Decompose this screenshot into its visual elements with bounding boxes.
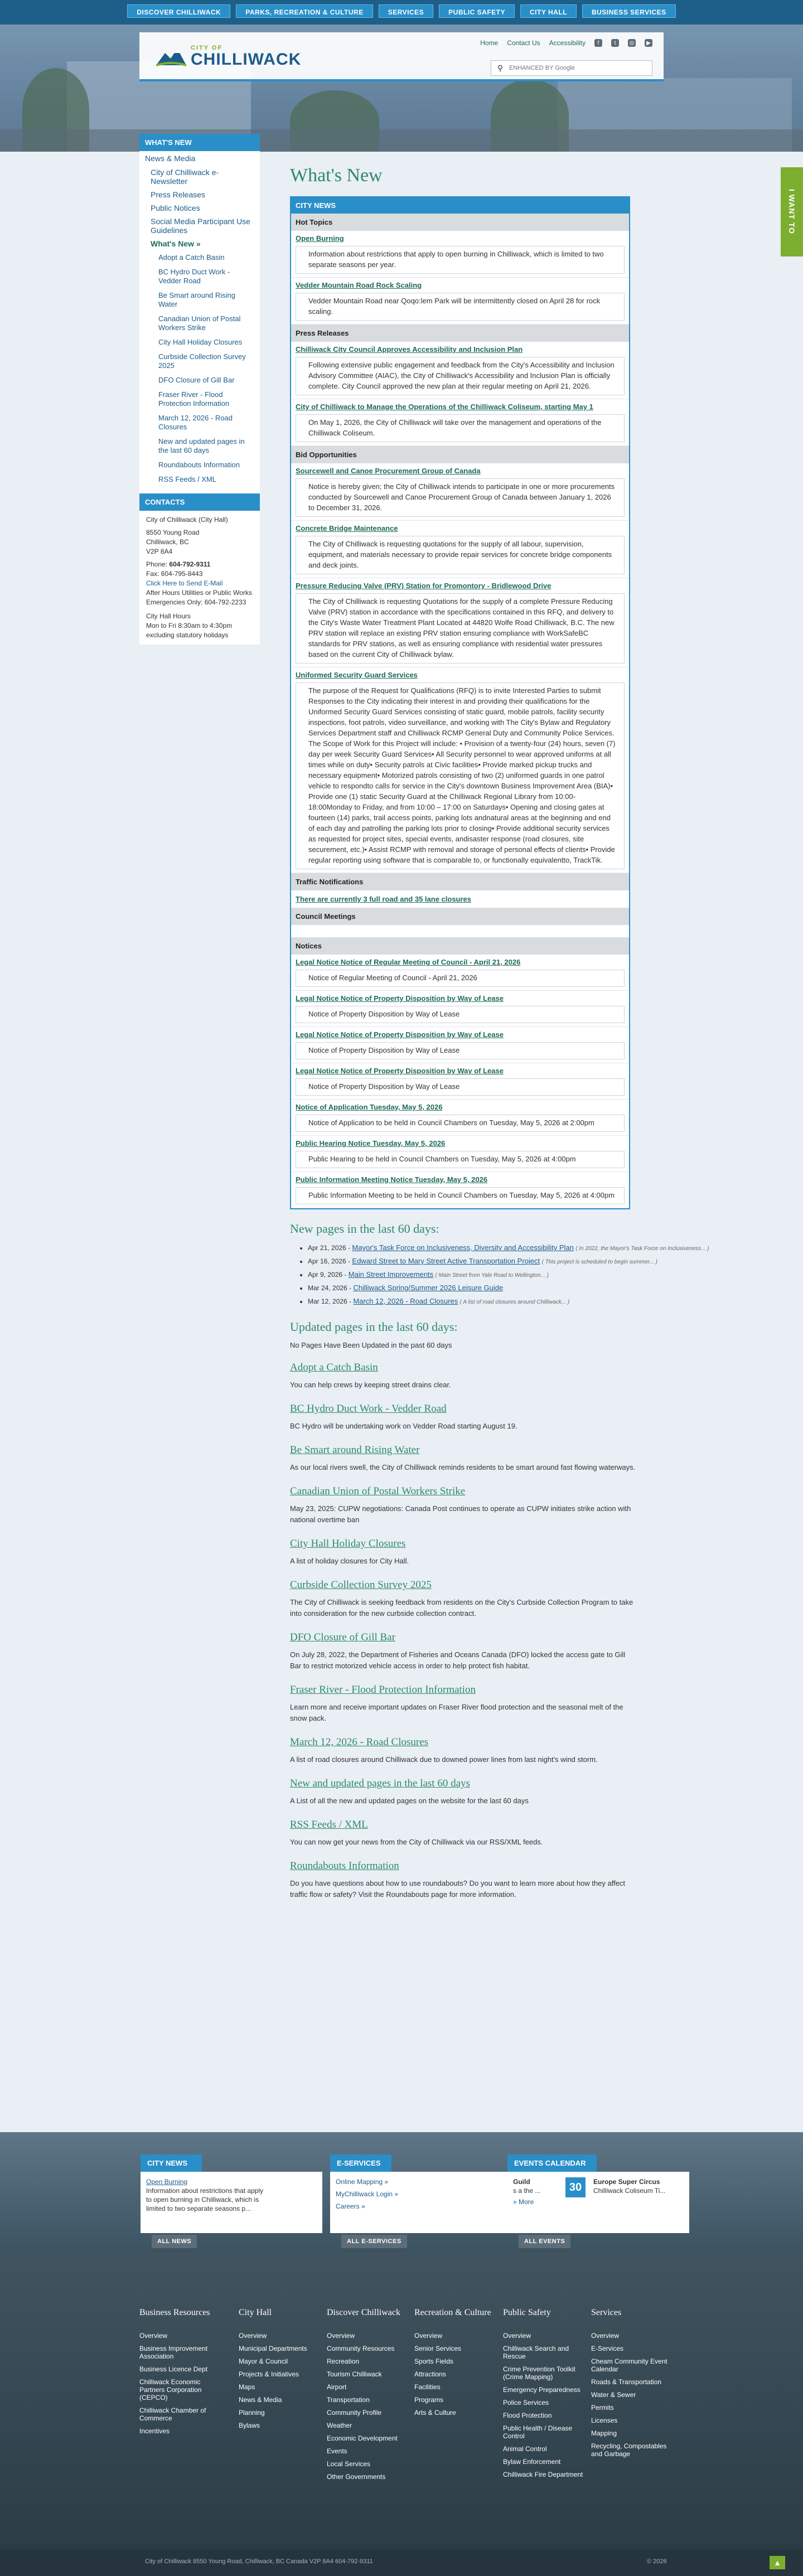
footer-link[interactable]: Overview	[139, 2332, 168, 2340]
footer-link[interactable]: Business Improvement Association	[139, 2345, 208, 2360]
footer-column	[414, 2307, 498, 2422]
news-section-heading: Bid Opportunities	[291, 446, 629, 463]
footer-column-heading: Recreation & Culture	[414, 2308, 491, 2317]
contact-link[interactable]: Contact Us	[507, 39, 540, 47]
topic-link[interactable]: RSS Feeds / XML	[290, 1819, 368, 1831]
topic-block	[290, 1631, 792, 1672]
topic-block	[290, 1684, 792, 1724]
news-item-summary: Notice of Regular Meeting of Council - April 21, 2026	[296, 970, 625, 987]
topic-summary: Learn more and receive important updates on Fraser River flood protection and the seasonal melt of the snow pack.	[290, 1703, 623, 1722]
topic-link[interactable]: City Hall Holiday Closures	[290, 1538, 406, 1550]
topic-link[interactable]: Fraser River - Flood Protection Information	[290, 1684, 476, 1696]
news-item	[291, 991, 629, 1027]
footer-feature-strip	[0, 2132, 803, 2251]
topic-block	[290, 1538, 792, 1567]
topic-link[interactable]: Curbside Collection Survey 2025	[290, 1579, 432, 1591]
online-mapping-link[interactable]: Online Mapping »	[336, 2178, 389, 2186]
updated-pages-text: No Pages Have Been Updated in the past 60 days	[290, 1341, 452, 1349]
news-item-link[interactable]: Vedder Mountain Road Rock Scaling	[296, 281, 422, 289]
footer-link[interactable]: Overview	[327, 2332, 355, 2340]
e-services-card	[330, 2154, 512, 2249]
mountain-logo-icon	[156, 45, 186, 67]
footer-link[interactable]: Chilliwack Economic Partners Corporation (CEPCO)	[139, 2378, 202, 2401]
news-item	[291, 399, 629, 446]
news-item-link[interactable]: City of Chilliwack to Manage the Operations of the Chilliwack Coliseum, starting May 1	[296, 403, 593, 411]
hours-title: City Hall Hours	[146, 612, 191, 620]
news-item	[291, 955, 629, 991]
footer-link[interactable]: Chilliwack Fire Department	[503, 2471, 583, 2478]
e-services-card-heading: E-SERVICES	[330, 2154, 391, 2172]
news-section-heading: Notices	[291, 937, 629, 955]
footer-link[interactable]: E-Services	[591, 2345, 624, 2352]
topic-link[interactable]: Roundabouts Information	[290, 1860, 399, 1872]
footer-bottom	[0, 2549, 803, 2576]
news-section-heading: Council Meetings	[291, 908, 629, 925]
topnav-item[interactable]: CITY HALL	[520, 4, 577, 18]
news-item-summary: Notice of Property Disposition by Way of Lease	[296, 1078, 625, 1096]
updated-pages-heading: Updated pages in the last 60 days:	[290, 1320, 458, 1334]
new-page-item	[308, 1270, 792, 1281]
utility-links	[480, 39, 652, 47]
footer-link[interactable]: Facilities	[414, 2383, 441, 2391]
footer-link[interactable]: Roads & Transportation	[591, 2378, 662, 2386]
sidebar-item[interactable]: BC Hydro Duct Work - Vedder Road	[158, 268, 230, 285]
footer-link[interactable]: Events	[327, 2447, 347, 2455]
footer-link[interactable]: Attractions	[414, 2370, 446, 2378]
footer-link[interactable]: Overview	[591, 2332, 620, 2340]
sidebar-item[interactable]: Roundabouts Information	[158, 461, 240, 469]
topic-summary: You can help crews by keeping street drains clear.	[290, 1381, 451, 1389]
city-news-box	[290, 196, 630, 1209]
topic-summary: The City of Chilliwack is seeking feedback from residents on the City's Curbside Collection Program to take into consideration for the new curbside collection contract.	[290, 1598, 633, 1618]
news-item	[291, 667, 629, 873]
footer-address: City of Chilliwack 8550 Young Road, Chilliwack, BC Canada V2P 8A4 604-792-9311	[145, 2558, 373, 2565]
footer-link[interactable]: Flood Protection	[503, 2412, 552, 2419]
news-item	[291, 578, 629, 667]
footer-copyright: © 2026	[647, 2558, 667, 2565]
footer-link[interactable]: Recycling, Compostables and Garbage	[591, 2442, 667, 2458]
new-page-item	[308, 1283, 792, 1294]
news-item	[291, 278, 629, 325]
news-item	[291, 463, 629, 521]
sidebar-item[interactable]: Fraser River - Flood Protection Information	[158, 390, 230, 408]
sidebar-item[interactable]: Press Releases	[151, 190, 206, 199]
contact-fax: Fax: 604-795-8443	[146, 570, 203, 578]
all-news-button[interactable]: ALL NEWS	[152, 2235, 197, 2248]
facebook-icon[interactable]: f	[594, 39, 602, 47]
news-item-summary: Public Information Meeting to be held in Council Chambers on Tuesday, May 5, 2026 at 4:00pm	[296, 1187, 625, 1204]
new-page-item	[308, 1243, 792, 1254]
news-item	[291, 1172, 629, 1208]
topic-link[interactable]: Be Smart around Rising Water	[290, 1444, 420, 1456]
topic-summary: May 23, 2025: CUPW negotiations: Canada Post continues to operate as CUPW initiates strike action with national overtime ban	[290, 1504, 631, 1524]
footer-link[interactable]: Tourism Chilliwack	[327, 2370, 382, 2378]
footer-link[interactable]: Programs	[414, 2396, 444, 2404]
news-item-link[interactable]: Legal Notice Notice of Property Disposition by Way of Lease	[296, 1067, 504, 1075]
emergency-text: Emergencies Only: 604-792-2233	[146, 598, 246, 606]
search-box	[491, 60, 652, 76]
news-item-link[interactable]: Concrete Bridge Maintenance	[296, 524, 398, 532]
news-item-summary: The purpose of the Request for Qualifications (RFQ) is to invite Interested Parties to submit Responses to the City indicating their interest in and providing their qualifications for the Uniformed Security Guard Services consisting of static guard, mobile patrols, facility security inspections, foot patrols, video surveillance, and working with The City's Bylaw and Regulatory Services Department staff and Chilliwack RCMP General Duty and Community Police Services. The Scope of Work for this Project will include: • Provision of a twenty-four (24) hours, seven (7) day per week Security Guard Services• All Security personnel to wear approved uniforms at all times while on duty• Security patrols at Civic facilities• Provide marked pickup trucks and necessary equipment• Motorized patrols consisting of two (2) uniformed guards in one patrol vehicle to respondto calls for service in the City's downtown Business Improvement Area (BIA)• Provide one (1) static Security Guard at the Chilliwack Regional Library from 10:00-18:00Monday to Friday, and from 10:00 – 17:00 on Saturdays• Opening and closing gates at fourteen (14) parks, trail access points, parking lots andnatural areas at the beginning and end of each day and patrolling the parking lots prior to closing• Provide additional security services as requested for project sites, special events, andisaster response (road closures, site securement, etc.)• Assist RCMP with removal and storage of personal effects of clients• Provide regular reporting using software that is comparable to, or functionally equivalentto, TrackTik.	[296, 682, 625, 869]
hours-line: Mon to Fri 8:30am to 4:30pm	[146, 622, 233, 630]
back-to-top-icon[interactable]: ▲	[770, 2556, 785, 2569]
contacts-panel	[139, 493, 260, 645]
topic-block	[290, 1736, 792, 1765]
footer-link[interactable]: Bylaw Enforcement	[503, 2458, 561, 2466]
news-item-link[interactable]: Open Burning	[296, 234, 344, 243]
footer-link[interactable]: Recreation	[327, 2357, 360, 2365]
main-content	[290, 165, 792, 1900]
news-item-link[interactable]: Notice of Application Tuesday, May 5, 2026	[296, 1103, 443, 1111]
footer-link[interactable]: Crime Prevention Toolkit (Crime Mapping)	[503, 2365, 575, 2381]
footer-column-heading: Business Resources	[139, 2308, 210, 2317]
city-news-card-heading: CITY NEWS	[141, 2154, 202, 2172]
footer-link[interactable]: Police Services	[503, 2399, 549, 2406]
new-pages-list	[290, 1243, 792, 1308]
sidebar-item[interactable]: Be Smart around Rising Water	[158, 291, 236, 308]
new-page-desc: ( Main Street from Yale Road to Wellington... )	[435, 1272, 549, 1279]
topic-block	[290, 1778, 792, 1807]
new-page-item	[308, 1256, 792, 1267]
careers-link[interactable]: Careers »	[336, 2202, 365, 2210]
footer-link[interactable]: Public Health / Disease Control	[503, 2424, 573, 2440]
traffic-link[interactable]: There are currently 3 full road and 35 lane closures	[296, 895, 472, 903]
news-item	[291, 1063, 629, 1100]
news-item-link[interactable]: Legal Notice Notice of Regular Meeting of Council - April 21, 2026	[296, 958, 521, 966]
new-page-desc: ( A list of road closures around Chilliwack... )	[459, 1299, 570, 1305]
contact-phone	[146, 560, 253, 569]
footer-link[interactable]: Mapping	[591, 2429, 617, 2437]
new-page-item	[308, 1296, 792, 1308]
page-title: What's New	[290, 165, 383, 186]
sidebar	[139, 134, 260, 645]
hours-line: excluding statutory holidays	[146, 631, 229, 639]
new-page-link[interactable]: March 12, 2026 - Road Closures	[353, 1297, 458, 1305]
footer-link[interactable]: Projects & Initiatives	[239, 2370, 299, 2378]
new-page-date: Apr 21, 2026 -	[308, 1244, 351, 1252]
search-input[interactable]	[509, 65, 652, 71]
topic-summary: A List of all the new and updated pages on the website for the last 60 days	[290, 1797, 529, 1805]
topic-block	[290, 1362, 792, 1391]
footer-link[interactable]: Other Governments	[327, 2473, 386, 2481]
sidebar-item[interactable]: Social Media Participant Use Guidelines	[151, 217, 250, 235]
footer-link[interactable]: Business Licence Dept	[139, 2365, 208, 2373]
footer-link[interactable]: Bylaws	[239, 2422, 260, 2429]
footer-link[interactable]: Licenses	[591, 2417, 618, 2424]
news-item-summary: Information about restrictions that apply to open burning in Chilliwack, which is limited to two separate seasons per year.	[296, 246, 625, 274]
footer-column	[239, 2307, 322, 2434]
news-item-summary: Public Hearing to be held in Council Chambers on Tuesday, May 5, 2026 at 4:00pm	[296, 1151, 625, 1168]
event-title[interactable]: Guild	[513, 2178, 530, 2186]
topic-link[interactable]: BC Hydro Duct Work - Vedder Road	[290, 1403, 447, 1415]
event-desc: s a the ...	[513, 2187, 541, 2195]
new-page-date: Mar 12, 2026 -	[308, 1297, 352, 1305]
topic-link[interactable]: DFO Closure of Gill Bar	[290, 1631, 395, 1643]
footer-link[interactable]: Airport	[327, 2383, 347, 2391]
sidebar-item[interactable]: Public Notices	[151, 204, 200, 212]
footer-link[interactable]: News & Media	[239, 2396, 282, 2404]
contact-address-line: 8550 Young Road	[146, 529, 200, 536]
topic-link[interactable]: New and updated pages in the last 60 days	[290, 1778, 470, 1789]
new-page-desc: ( This project is scheduled to begin summer... )	[541, 1259, 657, 1265]
news-item	[291, 521, 629, 578]
new-pages-heading: New pages in the last 60 days:	[290, 1222, 439, 1236]
news-section-heading: Traffic Notifications	[291, 873, 629, 890]
topnav-item[interactable]: SERVICES	[379, 4, 433, 18]
more-events-link[interactable]: » More	[513, 2198, 534, 2206]
city-news-heading: CITY NEWS	[291, 197, 629, 214]
footer-column-heading: Services	[591, 2308, 622, 2317]
footer-link[interactable]: Animal Control	[503, 2445, 547, 2453]
news-item-link[interactable]: Legal Notice Notice of Property Disposition by Way of Lease	[296, 994, 504, 1003]
all-e-services-button[interactable]: ALL E-SERVICES	[341, 2235, 407, 2248]
new-page-date: Apr 16, 2026 -	[308, 1257, 351, 1265]
topic-link[interactable]: March 12, 2026 - Road Closures	[290, 1736, 429, 1748]
news-item-link[interactable]: Public Hearing Notice Tuesday, May 5, 2026	[296, 1139, 446, 1147]
topnav-item[interactable]: DISCOVER CHILLIWACK	[127, 4, 230, 18]
topic-summary: A list of holiday closures for City Hall.	[290, 1557, 409, 1565]
footer-link[interactable]: Water & Sewer	[591, 2391, 636, 2399]
sidebar-heading: WHAT'S NEW	[139, 134, 260, 151]
news-item-link[interactable]: Public Information Meeting Notice Tuesday, May 5, 2026	[296, 1175, 488, 1184]
news-item-summary: The City of Chilliwack is requesting Quotations for the supply of a complete Pressure Reducing Valve (PRV) station in accordance with the specifications contained in this RFQ, and delivery to the City's Waste Water Treatment Plant Located at 44820 Wolfe Road Chilliwack, B.C. The new PRV station will replace an existing PRV station ensuring compliance with WorkSafeBC standards for PRV stations, as well as ensuring compliance with residential water pressures based on the current City of Chilliwack bylaw.	[296, 593, 625, 664]
city-news-card	[141, 2154, 322, 2249]
news-item-summary: Vedder Mountain Road near Qoqo:lem Park will be intermittently closed on April 28 for rock scaling.	[296, 293, 625, 321]
footer-link[interactable]: Community Resources	[327, 2345, 395, 2352]
news-item-summary: Following extensive public engagement and feedback from the City's Accessibility and Inclusion Advisory Committee (AIAC), the City of Chilliwack's Accessibility and Inclusion Plan is officially complete. City Council approved the new plan at their regular meeting on April 21, 2026.	[296, 357, 625, 395]
news-item-link[interactable]: Chilliwack City Council Approves Accessibility and Inclusion Plan	[296, 345, 523, 354]
phone-label: Phone:	[146, 560, 168, 568]
footer-link[interactable]: Sports Fields	[414, 2357, 454, 2365]
sidebar-item[interactable]: What's New »	[151, 239, 201, 248]
footer-link[interactable]: Economic Development	[327, 2434, 398, 2442]
news-item-link[interactable]: Sourcewell and Canoe Procurement Group of Canada	[296, 467, 481, 475]
topic-block	[290, 1860, 792, 1900]
footer-link[interactable]: Community Profile	[327, 2409, 382, 2417]
sidebar-item[interactable]: News & Media	[145, 154, 196, 163]
footer-link[interactable]: Local Services	[327, 2460, 371, 2468]
sidebar-item[interactable]: March 12, 2026 - Road Closures	[158, 414, 233, 431]
footer-column	[503, 2307, 587, 2483]
topic-summary: On July 28, 2022, the Department of Fisheries and Oceans Canada (DFO) locked the access gate to Gill Bar to restrict motorized vehicle access in order to help protect fish habitat.	[290, 1650, 626, 1670]
sidebar-item[interactable]: City Hall Holiday Closures	[158, 338, 243, 346]
footer-link[interactable]: Maps	[239, 2383, 255, 2391]
topic-summary: BC Hydro will be undertaking work on Vedder Road starting August 19.	[290, 1422, 517, 1430]
news-section-heading: Press Releases	[291, 325, 629, 342]
events-calendar-card	[507, 2154, 689, 2249]
news-item	[291, 1027, 629, 1063]
footer-column	[139, 2307, 223, 2440]
sidebar-nav	[139, 151, 260, 487]
topic-block	[290, 1579, 792, 1619]
topic-summary: You can now get your news from the City of Chilliwack via our RSS/XML feeds.	[290, 1838, 543, 1846]
footer-link[interactable]: Overview	[414, 2332, 443, 2340]
footer-navigation	[0, 2251, 803, 2549]
news-item-summary: Notice is hereby given; the City of Chilliwack intends to participate in one or more procurements conducted by Sourcewell and Canoe Procurement Group of Canada between January 1, 2026 to December 31, 2026.	[296, 478, 625, 517]
new-page-link[interactable]: Mayor's Task Force on Inclusiveness, Diversity and Accessibility Plan	[352, 1243, 574, 1252]
instagram-icon[interactable]: ◎	[628, 39, 636, 47]
city-logo[interactable]	[156, 45, 301, 68]
footer-column-heading: Public Safety	[503, 2308, 551, 2317]
sidebar-item[interactable]: DFO Closure of Gill Bar	[158, 376, 235, 384]
logo-big-text: CHILLIWACK	[191, 50, 302, 69]
youtube-icon[interactable]: ▶	[645, 39, 652, 47]
sidebar-item[interactable]: Adopt a Catch Basin	[158, 253, 225, 262]
topic-block	[290, 1485, 792, 1526]
news-item	[291, 342, 629, 399]
footer-link[interactable]: Planning	[239, 2409, 265, 2417]
logo-small-text: CITY OF	[191, 45, 223, 51]
topic-summary: As our local rivers swell, the City of Chilliwack reminds residents to be smart around fast flowing waterways.	[290, 1463, 636, 1471]
footer-column	[327, 2307, 410, 2486]
topic-block	[290, 1819, 792, 1848]
news-card-title[interactable]: Open Burning	[146, 2178, 188, 2186]
news-item-summary: On May 1, 2026, the City of Chilliwack will take over the management and operations of the Chilliwack Coliseum.	[296, 414, 625, 442]
topnav-item[interactable]: PARKS, RECREATION & CULTURE	[236, 4, 373, 18]
news-item-summary: Notice of Application to be held in Council Chambers on Tuesday, May 5, 2026 at 2:00pm	[296, 1115, 625, 1132]
brand-bar	[139, 32, 664, 81]
news-item-summary: Notice of Property Disposition by Way of Lease	[296, 1006, 625, 1023]
sidebar-item[interactable]: New and updated pages in the last 60 days	[158, 437, 245, 454]
topic-summary: Do you have questions about how to use roundabouts? Do you want to learn more about how they affect traffic flow or safety? Visit the Roundabouts page for more information.	[290, 1879, 626, 1899]
accessibility-link[interactable]: Accessibility	[549, 39, 586, 47]
topic-link[interactable]: Canadian Union of Postal Workers Strike	[290, 1485, 466, 1497]
footer-link[interactable]: Transportation	[327, 2396, 370, 2404]
contact-org: City of Chilliwack (City Hall)	[146, 516, 228, 524]
events-card-heading: EVENTS CALENDAR	[507, 2154, 597, 2172]
topnav-item[interactable]: PUBLIC SAFETY	[439, 4, 515, 18]
sidebar-item[interactable]: Curbside Collection Survey 2025	[158, 352, 246, 370]
event-title[interactable]: Europe Super Circus	[593, 2178, 660, 2186]
topic-block	[290, 1444, 792, 1473]
after-hours-text: After Hours Utilities or Public Works	[146, 589, 252, 597]
all-events-button[interactable]: ALL EVENTS	[519, 2235, 570, 2248]
topic-block	[290, 1403, 792, 1432]
news-item-link[interactable]: Pressure Reducing Valve (PRV) Station for Promontory - Bridlewood Drive	[296, 582, 552, 590]
news-item	[291, 1136, 629, 1172]
footer-column-heading: Discover Chilliwack	[327, 2308, 400, 2317]
footer-column	[591, 2307, 675, 2463]
search-icon[interactable]: ⚲	[497, 63, 504, 72]
footer-link[interactable]: Weather	[327, 2422, 352, 2429]
phone-number: 604-792-9311	[169, 560, 211, 568]
news-item	[291, 231, 629, 278]
new-page-date: Mar 24, 2026 -	[308, 1284, 352, 1292]
contact-address-line: Chilliwack, BC	[146, 538, 189, 546]
home-link[interactable]: Home	[480, 39, 499, 47]
footer-link[interactable]: Chilliwack Search and Rescue	[503, 2345, 569, 2360]
event-date: 30	[565, 2177, 586, 2197]
footer-link[interactable]: Arts & Culture	[414, 2409, 456, 2417]
topic-summary: A list of road closures around Chilliwack due to downed power lines from last night's wind storm.	[290, 1755, 598, 1764]
footer-link[interactable]: Mayor & Council	[239, 2357, 288, 2365]
footer-link[interactable]: Incentives	[139, 2427, 170, 2435]
twitter-icon[interactable]: t	[611, 39, 619, 47]
mychilliwack-login-link[interactable]: MyChilliwack Login »	[336, 2190, 399, 2198]
footer-link[interactable]: Overview	[503, 2332, 531, 2340]
footer-link[interactable]: Permits	[591, 2404, 614, 2412]
footer-column-heading: City Hall	[239, 2308, 272, 2317]
new-page-link[interactable]: Chilliwack Spring/Summer 2026 Leisure Guide	[353, 1284, 504, 1292]
i-want-to-tab[interactable]: I WANT TO	[781, 167, 803, 256]
contacts-heading: CONTACTS	[139, 493, 260, 511]
sidebar-item[interactable]: RSS Feeds / XML	[158, 475, 217, 483]
sidebar-item[interactable]: Canadian Union of Postal Workers Strike	[158, 314, 241, 332]
new-page-link[interactable]: Main Street Improvements	[348, 1270, 434, 1279]
footer-link[interactable]: Chilliwack Chamber of Commerce	[139, 2406, 206, 2422]
news-item-summary: The City of Chilliwack is requesting quotations for the supply of all labour, supervision, equipment, and materials necessary to provide repair services for concrete bridge components and deck joints.	[296, 536, 625, 574]
event-desc: Chilliwack Coliseum Ti...	[593, 2187, 666, 2195]
footer-link[interactable]: Cheam Community Event Calendar	[591, 2357, 667, 2373]
top-navigation	[0, 0, 803, 25]
new-page-date: Apr 9, 2026 -	[308, 1271, 347, 1279]
news-item-link[interactable]: Uniformed Security Guard Services	[296, 671, 418, 679]
topnav-item[interactable]: BUSINESS SERVICES	[582, 4, 676, 18]
new-page-link[interactable]: Edward Street to Mary Street Active Transportation Project	[352, 1257, 540, 1265]
news-card-text: Information about restrictions that apply to open burning in Chilliwack, which is limited to two separate seasons p...	[146, 2187, 264, 2212]
news-item-summary: Notice of Property Disposition by Way of Lease	[296, 1042, 625, 1059]
footer-link[interactable]: Overview	[239, 2332, 267, 2340]
footer-link[interactable]: Municipal Departments	[239, 2345, 307, 2352]
news-item-link[interactable]: Legal Notice Notice of Property Disposition by Way of Lease	[296, 1030, 504, 1039]
email-link[interactable]: Click Here to Send E-Mail	[146, 579, 223, 587]
footer-link[interactable]: Senior Services	[414, 2345, 462, 2352]
news-section-heading: Hot Topics	[291, 214, 629, 231]
contact-address-line: V2P 8A4	[146, 548, 173, 555]
new-page-desc: ( In 2022, the Mayor's Task Force on Inclusiveness... )	[575, 1246, 709, 1252]
topic-link[interactable]: Adopt a Catch Basin	[290, 1362, 378, 1373]
footer-link[interactable]: Emergency Preparedness	[503, 2386, 581, 2394]
news-item	[291, 1100, 629, 1136]
sidebar-item[interactable]: City of Chilliwack e-Newsletter	[151, 168, 219, 186]
